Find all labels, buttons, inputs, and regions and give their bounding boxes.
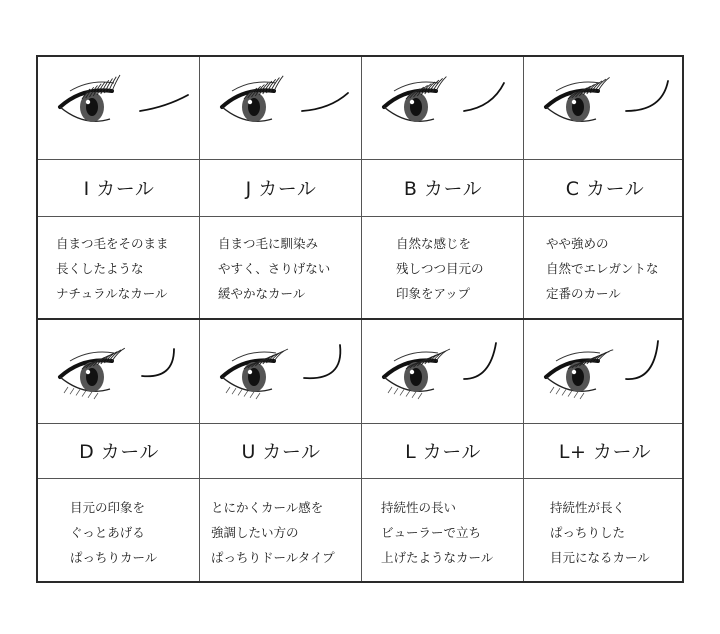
eye-lash-illustration [38, 319, 200, 423]
eye-icon [222, 349, 288, 399]
eye-icon [384, 349, 450, 399]
eye-lash-illustration [200, 319, 362, 423]
description-line: 印象をアップ [396, 286, 471, 301]
description-line: やすく、さりげない [218, 261, 331, 276]
curl-cell [362, 319, 524, 581]
lower-lash [70, 388, 74, 394]
lash-curve-shape [142, 349, 174, 376]
description-line: ぱっちりカール [70, 550, 158, 565]
lash-curve-shape [304, 345, 340, 378]
curl-description [38, 231, 218, 306]
eye-icon [546, 350, 613, 399]
lash-curve-shape [626, 81, 668, 111]
description-line: 目元の印象を [70, 500, 146, 515]
lower-lash [244, 391, 248, 397]
curl-description [524, 231, 708, 306]
curl-cell [200, 57, 362, 318]
lower-lash [76, 389, 80, 395]
lower-lash [574, 392, 578, 398]
curl-description [362, 495, 543, 570]
eye-lash-illustration [524, 319, 686, 423]
lash-curl-chart [36, 55, 684, 583]
highlight [248, 100, 252, 104]
curl-label: U カール [241, 441, 321, 463]
lower-lash [232, 388, 236, 394]
lower-lash [400, 389, 404, 395]
description-line: ナチュラルなカール [56, 286, 168, 301]
description-line: 長くしたような [56, 261, 144, 276]
eye-lash-illustration [524, 57, 686, 161]
description-line: ぱっちりドールタイプ [211, 550, 335, 565]
curl-label: L+ カール [558, 441, 652, 463]
lower-lash [394, 388, 398, 394]
lash-curve-shape [464, 343, 496, 379]
curl-cell [362, 57, 524, 318]
lash-curve-shape [464, 83, 504, 111]
lower-lash [250, 392, 254, 398]
curl-cell [38, 57, 200, 318]
curl-label: J カール [245, 178, 317, 200]
eye-lash-illustration [38, 57, 200, 161]
description-line: ぱっちりした [550, 525, 626, 540]
description-line: 上げたようなカール [381, 550, 494, 565]
eye-lash-illustration [362, 57, 524, 161]
lash-curve-shape [302, 93, 348, 111]
lower-lash [580, 393, 584, 399]
lower-lash [94, 393, 98, 399]
description-line: 定番のカール [546, 286, 621, 301]
highlight [248, 370, 252, 374]
description-line: ぐっとあげる [70, 525, 145, 540]
description-line: 緩やかなカール [218, 286, 306, 301]
description-line: 自まつ毛に馴染み [218, 236, 319, 251]
lower-lash [64, 387, 68, 393]
lower-lash [406, 391, 410, 397]
lash-curve-shape [140, 95, 188, 111]
highlight [572, 100, 576, 104]
lash-curve-shape [626, 341, 658, 379]
curl-label: B カール [403, 178, 483, 200]
eye-icon [60, 348, 125, 399]
curl-cell [524, 57, 686, 318]
lower-lash [256, 393, 260, 399]
curl-cell [38, 319, 200, 581]
eye-icon [384, 77, 446, 122]
description-line: 自然でエレガントな [546, 261, 659, 276]
lower-lash [226, 387, 230, 393]
lower-lash [412, 392, 416, 398]
description-line: 持続性の長い [381, 500, 457, 515]
eye-lash-illustration [362, 319, 524, 423]
curl-label: C カール [565, 178, 645, 200]
lower-lash [388, 387, 392, 393]
lower-lash [88, 392, 92, 398]
description-line: ビューラーで立ち [381, 525, 482, 540]
curl-label: I カール [83, 178, 155, 200]
description-line: 強調したい方の [211, 525, 299, 540]
highlight [572, 370, 576, 374]
description-line: 目元になるカール [550, 550, 650, 565]
eye-icon [222, 76, 283, 122]
eye-icon [546, 77, 610, 122]
description-line: やや強めの [546, 236, 609, 251]
lower-lash [562, 389, 566, 395]
description-line: 自まつ毛をそのまま [56, 236, 169, 251]
lower-lash [238, 389, 242, 395]
lower-lash [556, 388, 560, 394]
curl-cell [200, 319, 362, 581]
curl-label: D カール [79, 441, 159, 463]
lower-lash [82, 391, 86, 397]
curl-description [524, 495, 712, 570]
highlight [86, 100, 90, 104]
lower-lash [568, 391, 572, 397]
curl-description [200, 495, 373, 570]
highlight [410, 370, 414, 374]
lower-lash [550, 387, 554, 393]
description-line: とにかくカール感を [211, 500, 324, 515]
eye-lash-illustration [200, 57, 362, 161]
description-line: 持続性が長く [550, 500, 626, 515]
eye-icon [60, 75, 120, 122]
curl-label: L カール [405, 441, 481, 463]
highlight [410, 100, 414, 104]
curl-description [200, 231, 380, 306]
description-line: 自然な感じを [396, 236, 472, 251]
description-line: 残しつつ目元の [396, 261, 484, 276]
curl-cell [524, 319, 686, 581]
lower-lash [418, 393, 422, 399]
highlight [86, 370, 90, 374]
